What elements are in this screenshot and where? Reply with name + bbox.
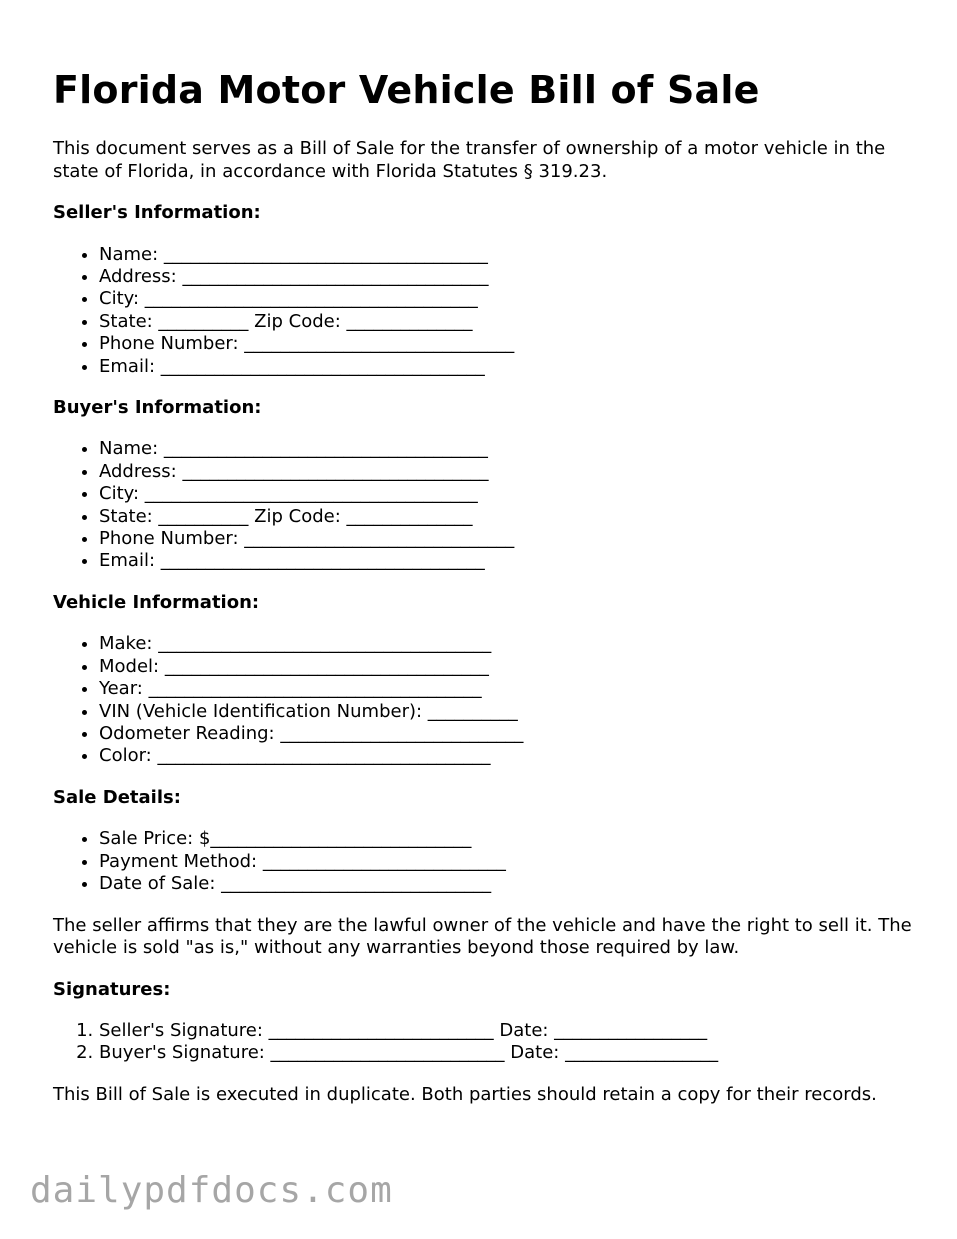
vehicle-make-field[interactable]: • Make: _____________________________________ <box>99 633 913 655</box>
seller-signature-field[interactable]: 1. Seller's Signature: _________________________ Date: _________________ <box>99 1020 913 1042</box>
seller-address-field[interactable]: • Address: __________________________________ <box>99 266 913 288</box>
seller-phone-field[interactable]: • Phone Number: ______________________________ <box>99 333 913 355</box>
signatures-heading: Signatures: <box>53 978 171 1000</box>
buyer-heading: Buyer's Information: <box>53 396 262 418</box>
vehicle-model-field[interactable]: • Model: ____________________________________ <box>99 656 913 678</box>
vehicle-list <box>53 633 913 767</box>
buyer-city-field[interactable]: • City: _____________________________________ <box>99 483 913 505</box>
buyer-list <box>53 438 913 572</box>
buyer-signature-field[interactable]: 2. Buyer's Signature: __________________________ Date: _________________ <box>99 1042 913 1064</box>
seller-list <box>53 244 913 378</box>
sale-list <box>53 828 913 895</box>
seller-city-field[interactable]: • City: _____________________________________ <box>99 288 913 310</box>
vehicle-heading: Vehicle Information: <box>53 591 260 613</box>
seller-email-field[interactable]: • Email: ____________________________________ <box>99 356 913 378</box>
vehicle-odometer-field[interactable]: • Odometer Reading: ___________________________ <box>99 723 913 745</box>
sale-date-field[interactable]: • Date of Sale: ______________________________ <box>99 873 913 895</box>
intro-paragraph: This document serves as a Bill of Sale for the transfer of ownership of a motor vehicle in the state of Florida, in accordance with Florida Statutes § 319.23. <box>53 138 886 182</box>
signatures-list <box>53 1020 913 1065</box>
buyer-phone-field[interactable]: • Phone Number: ______________________________ <box>99 528 913 550</box>
vehicle-color-field[interactable]: • Color: _____________________________________ <box>99 745 913 767</box>
page-title: Florida Motor Vehicle Bill of Sale <box>53 68 760 112</box>
seller-state-zip-field[interactable]: • State: __________ Zip Code: ______________ <box>99 311 913 333</box>
closing-paragraph: This Bill of Sale is executed in duplicate. Both parties should retain a copy for their records. <box>53 1083 877 1105</box>
payment-method-field[interactable]: • Payment Method: ___________________________ <box>99 851 913 873</box>
document-page <box>53 64 913 1106</box>
seller-heading: Seller's Information: <box>53 202 261 223</box>
buyer-name-field[interactable]: • Name: ____________________________________ <box>99 438 913 460</box>
sale-heading: Sale Details: <box>53 786 181 808</box>
affirmation-paragraph: The seller affirms that they are the lawful owner of the vehicle and have the right to sell it. The vehicle is sold "as is," without any warranties beyond those required by law. <box>53 914 912 959</box>
vehicle-year-field[interactable]: • Year: _____________________________________ <box>99 678 913 700</box>
buyer-email-field[interactable]: • Email: ____________________________________ <box>99 550 913 572</box>
seller-name-field[interactable]: • Name: ____________________________________ <box>99 244 913 266</box>
vehicle-vin-field[interactable]: • VIN (Vehicle Identification Number): __________ <box>99 701 913 723</box>
watermark: dailypdfdocs.com <box>30 1170 393 1211</box>
sale-price-field[interactable]: • Sale Price: $_____________________________ <box>99 828 913 850</box>
buyer-address-field[interactable]: • Address: __________________________________ <box>99 461 913 483</box>
buyer-state-zip-field[interactable]: • State: __________ Zip Code: ______________ <box>99 506 913 528</box>
